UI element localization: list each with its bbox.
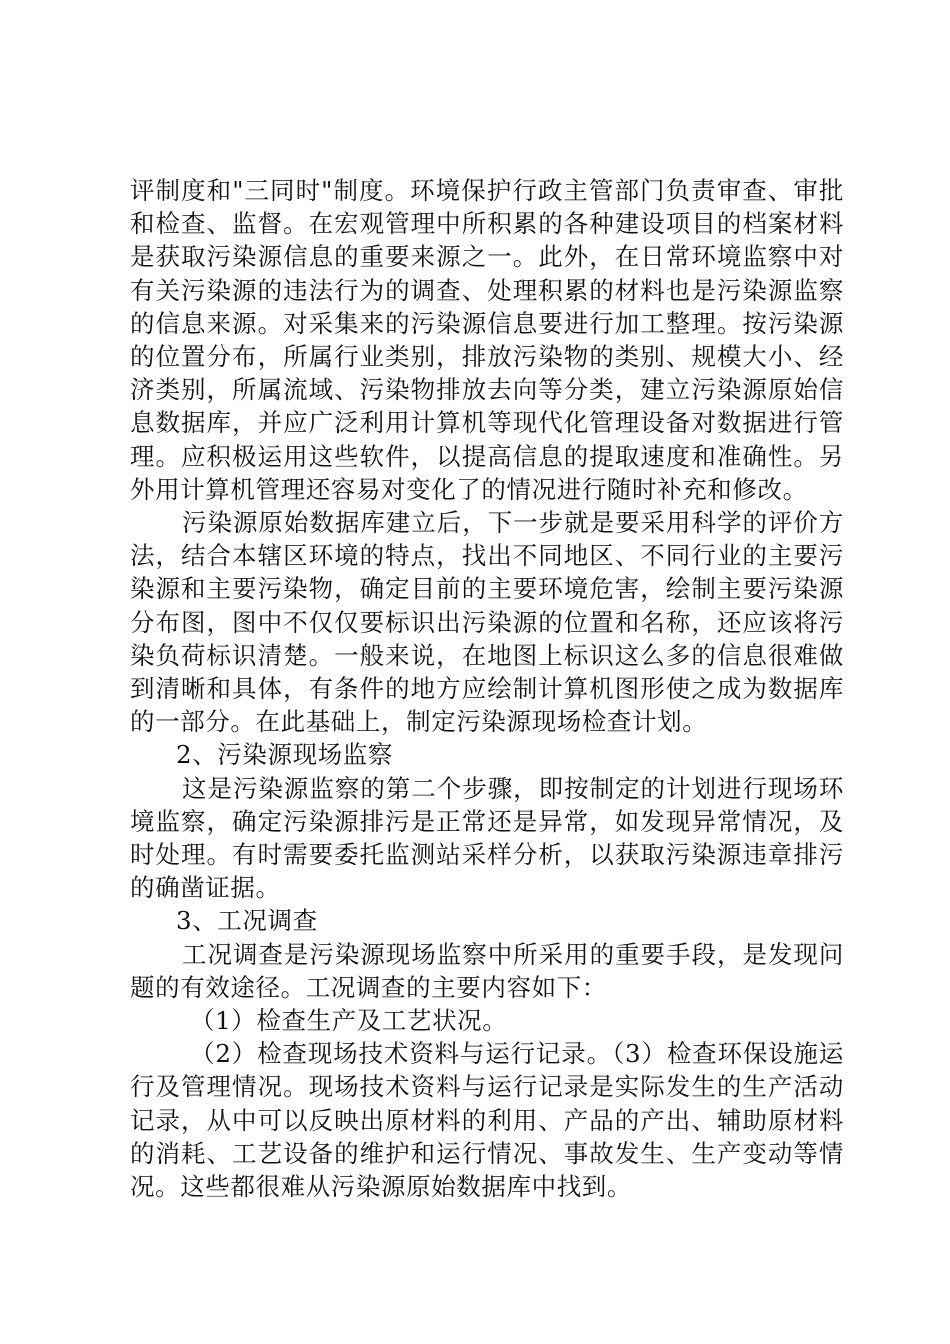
list-item-records-check: （2）检查现场技术资料与运行记录。（3）检查环保设施运行及管理情况。现场技术资料与运行记录是实际发生的生产活动记录，从中可以反映出原材料的利用、产品的产出、辅助原材料的消耗、工艺设备的维护和运行情况、事故发生、生产变动等情况。这些都很难从污染源原始数据库中找到。 — [130, 1039, 844, 1202]
paragraph-site-inspection: 这是污染源监察的第二个步骤，即按制定的计划进行现场环境监察，确定污染源排污是正常还是异常，如发现异常情况，及时处理。有时需要委托监测站采样分析，以获取污染源违章排污的确凿证据。 — [130, 773, 844, 903]
list-item-production-check: （1）检查生产及工艺状况。 — [190, 1006, 508, 1036]
paragraph-operating-survey: 工况调查是污染源现场监察中所采用的重要手段，是发现问题的有效途径。工况调查的主要内容如下： — [130, 939, 844, 1002]
section-heading-operating-survey: 3、工况调查 — [176, 906, 318, 936]
section-heading-site-inspection: 2、污染源现场监察 — [176, 740, 393, 770]
paragraph-pollution-source-info: 评制度和"三同时"制度。环境保护行政主管部门负责审查、审批和检查、监督。在宏观管理中所积累的各种建设项目的档案材料是获取污染源信息的重要来源之一。此外，在日常环境监察中对有关污染源的违法行为的调查、处理积累的材料也是污染源监察的信息来源。对采集来的污染源信息要进行加工整理。按污染源的位置分布，所属行业类别，排放污染物的类别、规模大小、经济类别，所属流域、污染物排放去向等分类，建立污染源原始信息数据库，并应广泛利用计算机等现代化管理设备对数据进行管理。应积极运用这些软件，以提高信息的提取速度和准确性。另外用计算机管理还容易对变化了的情况进行随时补充和修改。 — [130, 176, 844, 504]
document-body — [130, 174, 844, 1203]
paragraph-database-evaluation: 污染源原始数据库建立后，下一步就是要采用科学的评价方法，结合本辖区环境的特点，找出不同地区、不同行业的主要污染源和主要污染物，确定目前的主要环境危害，绘制主要污染源分布图，图中不仅仅要标识出污染源的位置和名称，还应该将污染负荷标识清楚。一般来说，在地图上标识这么多的信息很难做到清晰和具体，有条件的地方应绘制计算机图形使之成为数据库的一部分。在此基础上，制定污染源现场检查计划。 — [130, 508, 844, 737]
